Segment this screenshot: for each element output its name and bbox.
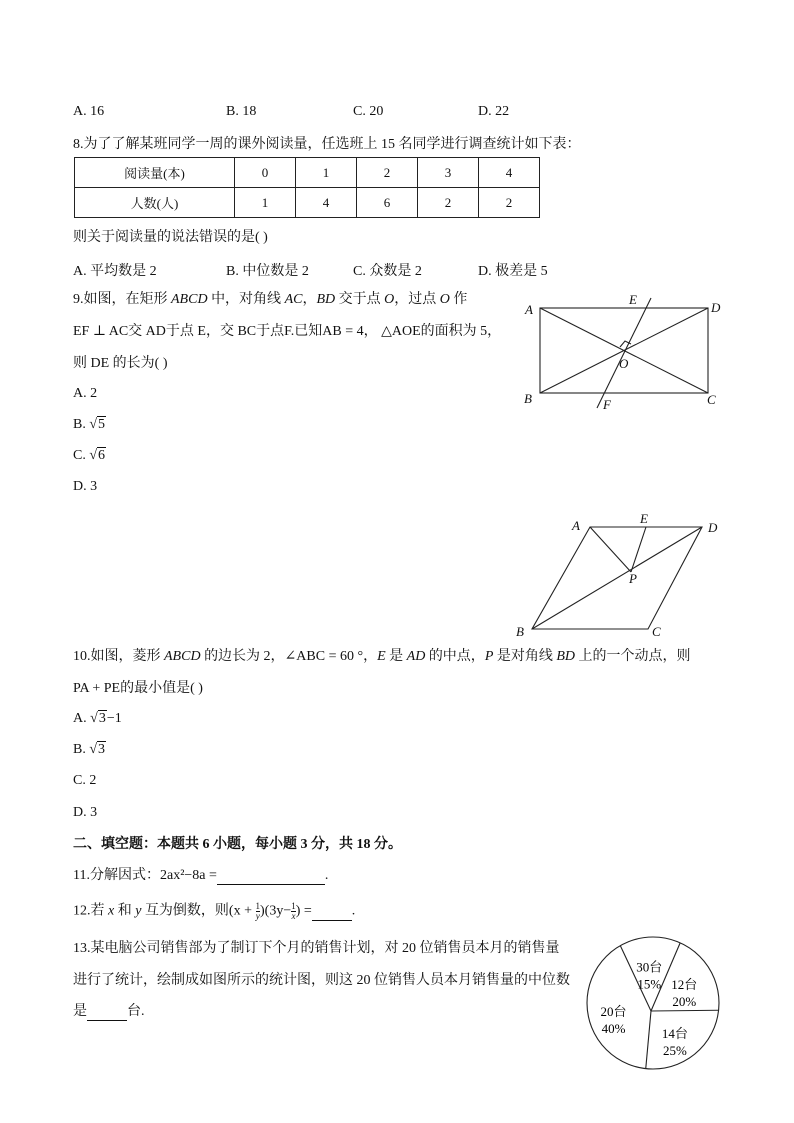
label-d: D <box>708 520 718 535</box>
table-cell: 1 <box>235 188 296 218</box>
pie-slice-percent: 25% <box>663 1042 687 1058</box>
label-d: D <box>711 300 721 315</box>
label-p: P <box>629 571 637 586</box>
pie-slice-percent: 20% <box>672 994 697 1010</box>
q10-line1: 10.如图，菱形 ABCD 的边长为 2，∠ABC = 60 °，E 是 AD 的中点，P 是对角线 BD 上的一个动点，则 <box>73 649 691 664</box>
table-cell: 4 <box>296 188 357 218</box>
q13-line1: 13.某电脑公司销售部为了制订下个月的销售计划，对 20 位销售员本月的销售量 <box>73 941 560 956</box>
q8-option-d: D. 极差是 5 <box>478 264 548 279</box>
label-b: B <box>516 624 524 639</box>
q9-option-a: A. 2 <box>73 386 98 401</box>
q10-option-b: B. √3 <box>73 742 106 757</box>
pie-slice-label: 12台 <box>671 977 698 993</box>
table-cell: 2 <box>357 158 418 188</box>
pie-slice-label: 14台 <box>661 1025 688 1041</box>
section-heading: 二、填空题：本题共 6 小题，每小题 3 分，共 18 分。 <box>73 837 402 852</box>
table-header-people: 人数(人) <box>75 188 235 218</box>
q7-option-d: D. 22 <box>478 104 510 119</box>
q12: 12.若 x 和 y 互为倒数，则(x + $\frac{1}{y}$ )(3y− $\frac{1}{x}$ ) = . <box>73 901 356 921</box>
q10-line2: PA + PE的最小值是( ) <box>73 681 203 696</box>
q10-option-a: A. √3−1 <box>73 711 122 726</box>
label-c: C <box>652 624 661 639</box>
q8-question: 则关于阅读量的说法错误的是( ) <box>73 230 268 245</box>
label-e: E <box>629 292 637 307</box>
answer-blank <box>217 870 325 885</box>
q8-option-a: A. 平均数是 2 <box>73 264 157 279</box>
pie-chart <box>583 933 723 1073</box>
answer-blank <box>87 1006 127 1021</box>
q11: 11.分解因式：2ax²−8a = . <box>73 868 329 883</box>
pie-slice-boundary <box>651 1010 719 1011</box>
q13-line2: 进行了统计，绘制成如图所示的统计图，则这 20 位销售人员本月销售量的中位数 <box>73 973 570 988</box>
table-cell: 6 <box>357 188 418 218</box>
pie-slice-percent: 40% <box>601 1020 626 1036</box>
label-a: A <box>572 518 580 533</box>
q9-line1: 9.如图，在矩形 ABCD 中，对角线 AC，BD 交于点 O，过点 O 作 <box>73 292 468 307</box>
table-header-reading: 阅读量(本) <box>75 158 235 188</box>
q13-line3: 是 台. <box>73 1004 145 1019</box>
q10-option-c: C. 2 <box>73 773 97 788</box>
rhombus-figure <box>512 510 727 640</box>
table-cell: 3 <box>418 158 479 188</box>
label-e: E <box>640 511 648 526</box>
q9-line2: EF ⊥ AC交 AD于点 E，交 BC于点F.已知AB = 4， △AOE的面积为 5， <box>73 324 502 339</box>
q7-option-b: B. 18 <box>226 104 257 119</box>
table-cell: 2 <box>479 188 540 218</box>
label-o: O <box>619 356 629 371</box>
label-f: F <box>603 397 611 412</box>
rectangle-figure <box>515 290 730 420</box>
pie-slice-boundary <box>646 1011 651 1069</box>
q9-option-b: B. √5 <box>73 417 106 432</box>
table-cell: 4 <box>479 158 540 188</box>
label-a: A <box>525 302 533 317</box>
label-c: C <box>707 392 716 407</box>
table-row <box>75 188 540 218</box>
q8-option-b: B. 中位数是 2 <box>226 264 309 279</box>
q7-option-c: C. 20 <box>353 104 384 119</box>
pie-slice-label: 20台 <box>600 1003 627 1019</box>
table-row <box>75 158 540 188</box>
q7-option-a: A. 16 <box>73 104 105 119</box>
label-b: B <box>524 391 532 406</box>
q8-stem: 8.为了了解某班同学一周的课外阅读量，任选班上 15 名同学进行调查统计如下表： <box>73 137 581 152</box>
q8-option-c: C. 众数是 2 <box>353 264 422 279</box>
table-cell: 0 <box>235 158 296 188</box>
q9-option-c: C. √6 <box>73 448 106 463</box>
answer-blank <box>312 906 352 921</box>
pie-slice-percent: 15% <box>637 976 662 992</box>
q10-option-d: D. 3 <box>73 805 98 820</box>
pie-slice-label: 30台 <box>636 959 663 975</box>
reading-table <box>74 157 540 218</box>
table-cell: 1 <box>296 158 357 188</box>
q9-option-d: D. 3 <box>73 479 98 494</box>
q9-line3: 则 DE 的长为( ) <box>73 356 168 371</box>
table-cell: 2 <box>418 188 479 218</box>
